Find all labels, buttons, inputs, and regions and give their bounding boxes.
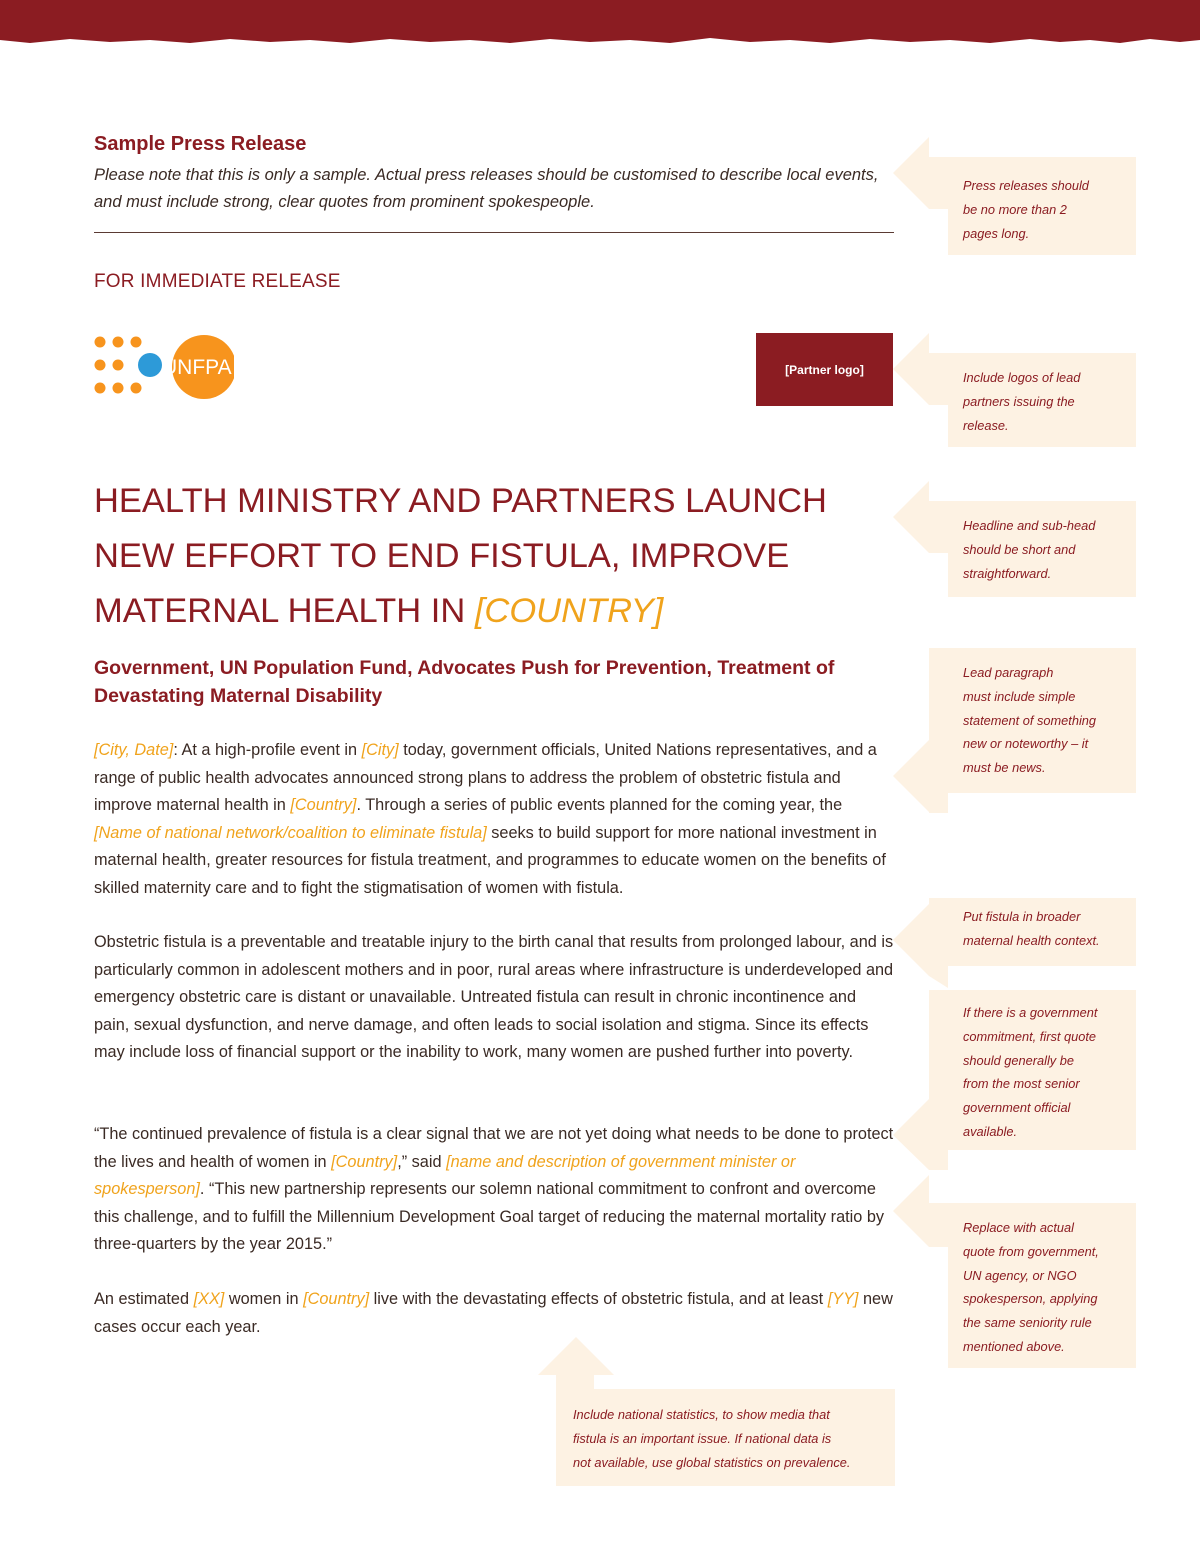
headline xyxy=(94,474,894,639)
divider xyxy=(94,232,894,233)
note-first-quote: If there is a government commitment, first quote should generally be from the most senior government official available. xyxy=(963,1005,1098,1139)
note-national-statistics: Include national statistics, to show media that fistula is an important issue. If national data is not available, use global statistics on prevalence. xyxy=(573,1407,851,1470)
statistics-paragraph: An estimated [XX] women in [Country] live with the devastating effects of obstetric fistula, and at least [YY] new cases occur each year. xyxy=(94,1290,893,1336)
quote-paragraph: “The continued prevalence of fistula is a clear signal that we are not yet doing what needs to be done to protect the lives and health of women in [Country],” said [name and description of government minister or spokesperson]. “This new partnership represents our solemn national commitment to confront and overcome this challenge, and to fulfill the Millennium Development Goal target of reducing the maternal mortality ratio by three-quarters by the year 2015.” xyxy=(94,1125,894,1253)
note-lead-paragraph: Lead paragraph must include simple statement of something new or noteworthy – it must be news. xyxy=(963,665,1097,776)
headline-text: HEALTH MINISTRY AND PARTNERS LAUNCH NEW EFFORT TO END FISTULA, IMPROVE MATERNAL HEALTH IN xyxy=(94,482,827,630)
lead-paragraph: [City, Date]: At a high-profile event in [City] today, government officials, United Nations representatives, and a range of public health advocates announced strong plans to address the problem of obstetric fistula and improve maternal health in [Country]. Through a series of public events planned for the coming year, the [Name of national network/coalition to eliminate fistula] seeks to build support for more national investment in maternal health, greater resources for fistula treatment, and programmes to educate women on the benefits of skilled maternity care and to fight the stigmatisation of women with fistula. xyxy=(94,741,886,897)
sample-title: Sample Press Release xyxy=(94,133,307,155)
note-page-length: Press releases should be no more than 2 pages long. xyxy=(963,178,1089,241)
subhead: Government, UN Population Fund, Advocates Push for Prevention, Treatment of Devastating Maternal Disability xyxy=(94,657,835,707)
note-context: Put fistula in broader maternal health context. xyxy=(963,909,1100,948)
note-replace-quote: Replace with actual quote from government, UN agency, or NGO spokesperson, applying the same seniority rule mentioned above. xyxy=(963,1220,1099,1354)
note-logos: Include logos of lead partners issuing the release. xyxy=(963,370,1081,433)
sample-note: Please note that this is only a sample. Actual press releases should be customised to describe local events, and must include strong, clear quotes from prominent spokespeople. xyxy=(94,166,879,211)
unfpa-logo-text: UNFPA xyxy=(162,356,232,379)
context-paragraph: Obstetric fistula is a preventable and treatable injury to the birth canal that results from prolonged labour, and is particularly common in adolescent mothers and in poor, rural areas where infrastructure is underdeveloped and emergency obstetric care is distant or unavailable. Untreated fistula can result in chronic incontinence and pain, sexual dysfunction, and nerve damage, and often leads to social isolation and stigma. Since its effects may include loss of financial support or the inability to work, many women are pushed further into poverty. xyxy=(94,933,894,1061)
unfpa-logo xyxy=(94,334,234,400)
release-label: FOR IMMEDIATE RELEASE xyxy=(94,271,341,292)
headline-country-placeholder: [COUNTRY] xyxy=(474,592,664,630)
partner-logo-placeholder: [Partner logo] xyxy=(756,333,893,406)
top-banner xyxy=(0,0,1200,46)
note-headline: Headline and sub-head should be short and straightforward. xyxy=(963,518,1096,581)
